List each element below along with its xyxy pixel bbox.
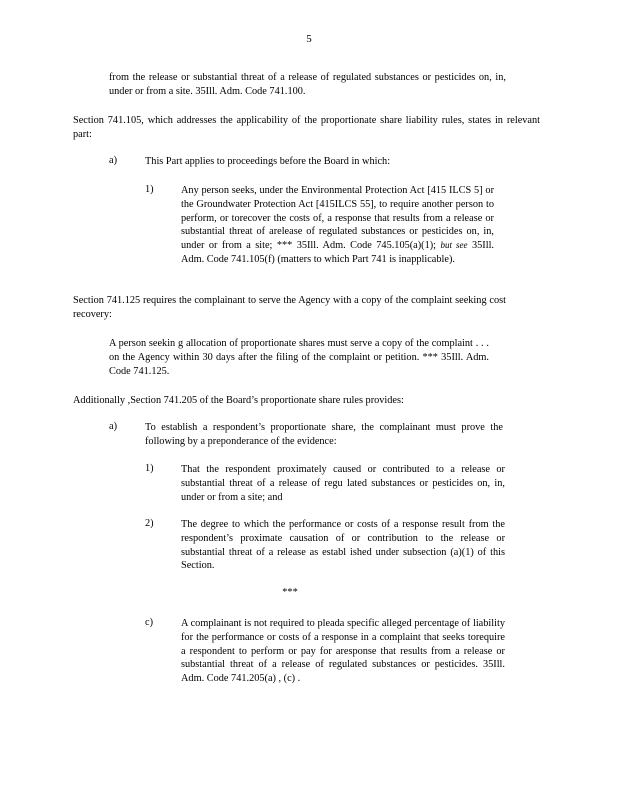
list-item-1-text [181,184,494,267]
ellipsis-asterisks: *** [282,587,298,598]
list-label-b2: 2) [145,518,154,529]
list-item-a-text: This Part applies to proceedings before the Board in which: [145,156,391,167]
list-item-a2-text: To establish a respondent’s proportionate share, the complainant must prove the following by a preponderance of the evidence: [145,422,503,447]
section-105-paragraph: Section 741.105, which addresses the applicability of the proportionate share liability rules, states in relevant part: [73,115,540,140]
page-number: 5 [306,33,312,45]
list-label-a: a) [109,155,117,166]
section-125-quote: A person seekin g allocation of proportionate shares must serve a copy of the complaint . . . on the Agency within 30 days after the filing of the complaint or petition. *** 35Ill. Adm. Code 741.125. [109,338,489,377]
list-label-a2: a) [109,421,117,432]
list-item-b1-text: That the respondent proximately caused or contributed to a release or substantial threat of a release of regu lated substances or pesticides on, in, under or from a site; and [181,464,505,503]
section-125-paragraph: Section 741.125 requires the complainant to serve the Agency with a copy of the complaint seeking cost recovery: [73,295,506,320]
intro-paragraph: from the release or substantial threat of a release of regulated substances or pesticides on, in, under or from a site. 35Ill. Adm. Code 741.100. [109,72,506,97]
list-item-1-tail: 35Ill. Adm. Code 741.105(f) (matters to which Part 741 is inapplicable). [181,240,495,265]
section-205-paragraph: Additionally ,Section 741.205 of the Board’s proportionate share rules provides: [73,395,404,406]
list-item-b2-text: The degree to which the performance or costs of a response result from the respondent’s proximate causation of or contribution to the release or substantial threat of a release as establ ished under subsection (a)(1) of this Section. [181,519,505,572]
list-item-c-text: A complainant is not required to pleada specific alleged percentage of liability for the performance or costs of a response in a complaint that seeks torequire a respondent to perform or pay for aresponse that results from a release or substantial threat of a release of regulated substances or pesticides. 35Ill. Adm. Code 741.205(a) , (c) . [181,618,505,685]
list-label-c: c) [145,617,153,628]
list-label-b1: 1) [145,463,154,474]
list-label-1: 1) [145,184,154,195]
list-item-1-main: Any person seeks, under the Environmental Protection Act [415 ILCS 5] or the Groundwater Protection Act [415ILCS 55], to require another person to perform, or torecover the costs of, a response that results from a release or substantial threat of arelease of regulated substances or pesticides on, in, under or from a site; *** 35Ill. Adm. Code 745.105(a)(1); [181,185,494,252]
but-see-signal: but see [440,240,468,251]
